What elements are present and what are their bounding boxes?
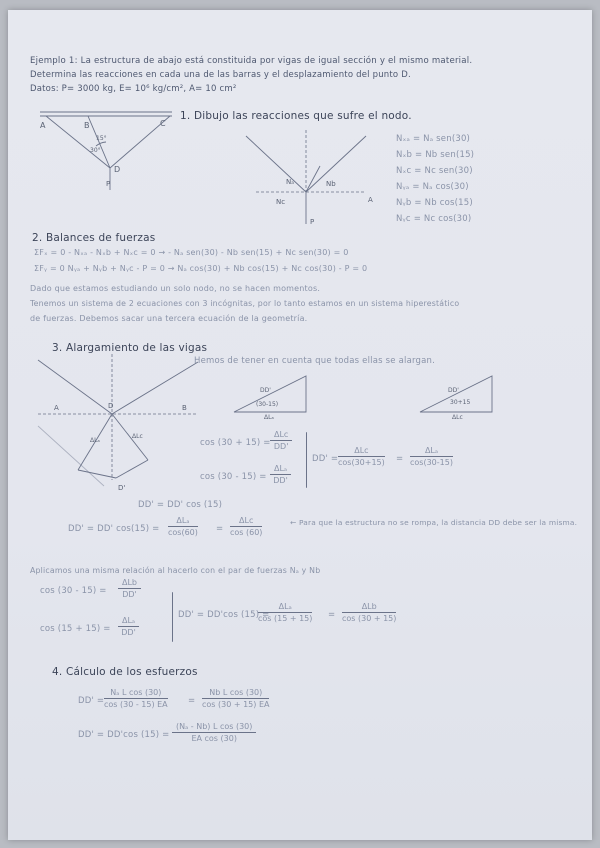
svg-text:D': D' xyxy=(118,484,126,492)
dd-eq-prefix: DD' = xyxy=(312,454,339,464)
problem-statement-line1: Ejemplo 1: La estructura de abajo está constituida por vigas de igual sección y el mismo material. xyxy=(30,56,473,66)
dd2-fraction-1: ΔLₐ cos(60) xyxy=(168,516,198,537)
svg-text:ΔLₐ: ΔLₐ xyxy=(264,414,274,421)
dd-eq-equals: = xyxy=(396,454,404,464)
step2-paragraph-3: de fuerzas. Debemos sacar una tercera ecuación de la geometría. xyxy=(30,314,308,323)
brace-1 xyxy=(306,432,307,488)
dd2-equals: = xyxy=(216,524,224,534)
triangle-2-diagram xyxy=(416,372,496,421)
brace-2 xyxy=(172,592,173,642)
elongation-diagram xyxy=(28,350,208,500)
node-a-label: A xyxy=(40,121,46,130)
cos-fraction-2: ΔLₐ DD' xyxy=(270,464,291,485)
step3-note: Hemos de tener en cuenta que todas ellas se alargan. xyxy=(194,356,436,366)
esf1-equals: = xyxy=(188,696,196,706)
notebook-page xyxy=(8,10,592,840)
eq-nxb: Nₓb = Nb sen(15) xyxy=(396,150,475,160)
svg-text:30+15: 30+15 xyxy=(450,399,471,406)
esf2-fraction: $\frac{\text{(Nₐ - Nb) L cos (30)}}{\text{EA cos (30)}}$ xyxy=(172,722,256,743)
step1-title: 1. Dibujo las reacciones que sufre el nodo. xyxy=(180,110,412,122)
eq-nxa: Nₓₐ = Nₐ sen(30) xyxy=(396,134,471,144)
svg-text:ΔLc: ΔLc xyxy=(452,414,463,421)
step4-title: 4. Cálculo de los esfuerzos xyxy=(52,666,198,678)
dd2-fraction-2: ΔLc cos (60) xyxy=(230,516,263,537)
step2-paragraph-1: Dado que estamos estudiando un solo nodo, no se hacen momentos. xyxy=(30,284,321,293)
svg-text:ΔLₐ: ΔLₐ xyxy=(90,437,100,444)
svg-text:DD': DD' xyxy=(448,387,459,394)
step3-title: 3. Alargamiento de las vigas xyxy=(52,342,208,354)
esf1-fraction-1: $\frac{\text{Nₐ L cos (30)}}{\cos (30 - 15) EA}$ xyxy=(104,688,168,709)
sum-fx-equation: ΣFₓ = 0 - Nₓₐ - Nₓb + Nₓc = 0 → - Nₐ sen(30) - Nb sen(15) + Nc sen(30) = 0 xyxy=(34,248,349,257)
eq-nyb: Nᵧb = Nb cos(15) xyxy=(396,198,473,208)
esf1-prefix: DD' = xyxy=(78,696,105,706)
sum-fy-equation: ΣFᵧ = 0 Nᵧₐ + Nᵧb + Nᵧc - P = 0 → Nₐ cos(30) + Nb cos(15) + Nc cos(30) - P = 0 xyxy=(34,264,368,273)
cos-fraction-4: ΔLₐ DD' xyxy=(118,616,139,637)
dd3-equals: = xyxy=(328,610,336,620)
esf2-prefix: DD' = DD'cos (15) = xyxy=(78,730,170,740)
step2-title: 2. Balances de fuerzas xyxy=(32,232,156,244)
point-a-label: A xyxy=(368,196,373,204)
force-na-label: Nₐ xyxy=(286,178,294,186)
step3-paragraph: Aplicamos una misma relación al hacerlo con el par de fuerzas Nₐ y Nb xyxy=(30,566,321,575)
eq-nxc: Nₓc = Nc sen(30) xyxy=(396,166,473,176)
dd-eq-fraction-1: ΔLc cos(30+15) xyxy=(338,446,385,467)
node-forces-diagram xyxy=(236,126,396,230)
force-p-label: P xyxy=(310,218,315,226)
dd2-note: ← Para que la estructura no se rompa, la distancia DD debe ser la misma. xyxy=(290,518,578,527)
step2-paragraph-2: Tenemos un sistema de 2 ecuaciones con 3 incógnitas, por lo tanto estamos en un sistema hiperestático xyxy=(30,299,460,308)
svg-text:D: D xyxy=(108,402,114,410)
given-data: Datos: P= 3000 kg, E= 10⁶ kg/cm², A= 10 cm² xyxy=(30,84,237,94)
structure-diagram xyxy=(36,106,176,198)
dd3-fraction-1: ΔLₐ cos (15 + 15) xyxy=(258,602,313,623)
dd-eq-fraction-2: ΔLₐ cos(30-15) xyxy=(410,446,453,467)
force-nb-label: Nb xyxy=(326,180,336,188)
eq-nya: Nᵧₐ = Nₐ cos(30) xyxy=(396,182,469,192)
node-b-label: B xyxy=(84,121,90,130)
node-d-label: D xyxy=(114,165,121,174)
cos-relation-3: cos (30 - 15) = xyxy=(40,586,107,596)
load-p-label: P xyxy=(106,180,111,188)
cos-fraction-3: ΔLb DD' xyxy=(118,578,141,599)
cos-relation-1: cos (30 + 15) = xyxy=(200,438,271,448)
force-nc-label: Nc xyxy=(276,198,286,206)
node-c-label: C xyxy=(160,119,166,128)
svg-text:DD': DD' xyxy=(260,387,271,394)
dd3-fraction-2: ΔLb cos (30 + 15) xyxy=(342,602,397,623)
angle-15-label: 15° xyxy=(96,135,107,142)
dd3-prefix: DD' = DD'cos (15) = xyxy=(178,610,270,620)
dd-relation: DD' = DD' cos (15) xyxy=(138,500,223,510)
cos-relation-2: cos (30 - 15) = xyxy=(200,472,267,482)
svg-text:B: B xyxy=(182,404,187,412)
triangle-1-diagram xyxy=(230,372,310,421)
angle-30-label: 30° xyxy=(90,147,101,154)
svg-text:ΔLc: ΔLc xyxy=(132,433,143,440)
cos-relation-4: cos (15 + 15) = xyxy=(40,624,111,634)
dd2-prefix: DD' = DD' cos(15) = xyxy=(68,524,160,534)
svg-text:A: A xyxy=(54,404,59,412)
eq-nyc: Nᵧc = Nc cos(30) xyxy=(396,214,472,224)
problem-statement-line2: Determina las reacciones en cada una de las barras y el desplazamiento del punto D. xyxy=(30,70,411,80)
cos-fraction-1: ΔLc DD' xyxy=(270,430,292,451)
svg-text:(30-15): (30-15) xyxy=(256,401,279,408)
esf1-fraction-2: $\frac{\text{Nb L cos (30)}}{\cos (30 + 15) EA}$ xyxy=(202,688,270,709)
